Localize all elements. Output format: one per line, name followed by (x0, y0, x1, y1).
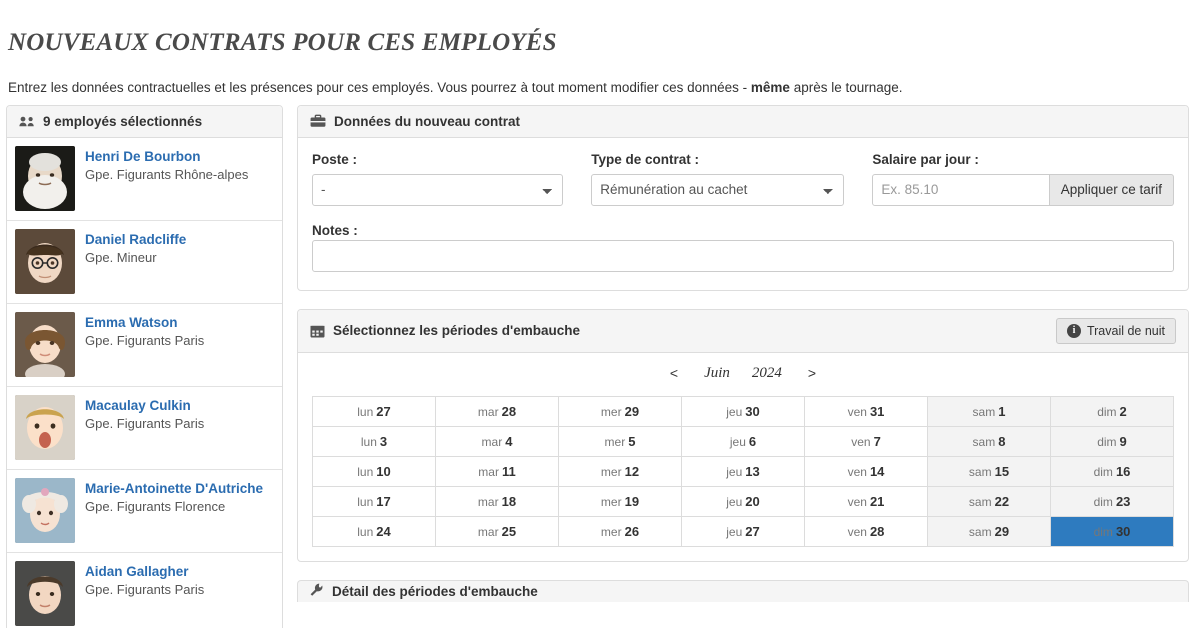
avatar (15, 312, 75, 377)
briefcase-icon (310, 114, 326, 128)
day-of-week: mer (600, 464, 622, 479)
employee-name[interactable]: Daniel Radcliffe (85, 231, 187, 247)
day-of-week: mer (604, 434, 626, 449)
calendar-day-cell-selected[interactable] (1051, 516, 1174, 546)
day-of-week: lun (357, 404, 374, 419)
page-root (0, 17, 1195, 628)
apply-rate-button[interactable]: Appliquer ce tarif (1050, 174, 1174, 206)
calendar-day-cell[interactable] (682, 426, 805, 456)
day-number: 22 (994, 493, 1010, 509)
avatar (15, 561, 75, 626)
calendar-day-cell[interactable] (928, 456, 1051, 486)
calendar-grid (312, 396, 1174, 547)
day-of-week: dim (1097, 434, 1117, 449)
calendar-icon (310, 324, 325, 338)
avatar (15, 229, 75, 294)
day-of-week: lun (357, 494, 374, 509)
salaire-field (872, 152, 1174, 206)
day-number: 23 (1115, 493, 1131, 509)
calendar-day-cell[interactable] (805, 396, 928, 426)
calendar-day-cell[interactable] (436, 396, 559, 426)
periods-details-header (297, 580, 1189, 602)
calendar-day-cell[interactable] (805, 486, 928, 516)
right-column (297, 105, 1189, 602)
employee-text (85, 146, 248, 184)
notes-label: Notes : (312, 222, 358, 238)
calendar-week (313, 516, 1174, 546)
day-of-week: ven (847, 464, 867, 479)
day-number: 13 (745, 463, 760, 479)
day-number: 7 (873, 433, 881, 449)
employee-group: Gpe. Figurants Rhône-alpes (85, 166, 249, 182)
calendar-day-cell[interactable] (436, 456, 559, 486)
day-of-week: dim (1093, 464, 1113, 479)
calendar-day-cell[interactable] (313, 456, 436, 486)
day-number: 27 (745, 523, 760, 539)
employee-text (85, 395, 204, 433)
calendar-body (313, 396, 1174, 546)
day-number: 20 (745, 493, 760, 509)
salaire-input[interactable] (872, 174, 1049, 206)
day-number: 14 (869, 463, 885, 479)
page-subtitle-part-b: après le tournage. (789, 79, 903, 95)
calendar-day-cell[interactable] (928, 396, 1051, 426)
day-number: 6 (748, 433, 757, 449)
day-number: 29 (994, 523, 1010, 539)
notes-field (312, 222, 1174, 272)
day-number: 30 (745, 403, 760, 419)
calendar-day-cell[interactable] (928, 516, 1051, 546)
day-of-week: lun (357, 464, 374, 479)
day-number: 4 (505, 433, 513, 449)
calendar-day-cell[interactable] (805, 456, 928, 486)
employee-list (7, 138, 282, 628)
day-of-week: sam (968, 464, 992, 479)
selected-employees-panel (6, 105, 283, 628)
calendar-day-cell[interactable] (1051, 426, 1174, 456)
calendar-day-cell[interactable] (559, 516, 682, 546)
day-number: 31 (869, 403, 885, 419)
list-item[interactable] (7, 387, 282, 470)
employee-group: Gpe. Figurants Paris (85, 332, 205, 348)
calendar-day-cell[interactable] (1051, 456, 1174, 486)
calendar-week (313, 486, 1174, 516)
contract-data-card (297, 105, 1189, 291)
day-number: 19 (624, 493, 640, 509)
calendar-day-cell[interactable] (928, 486, 1051, 516)
day-of-week: mar (478, 464, 499, 479)
wrench-icon (310, 583, 324, 600)
employee-group: Gpe. Figurants Paris (85, 415, 205, 431)
day-of-week: mar (481, 434, 503, 449)
day-of-week: mar (477, 404, 499, 419)
calendar-day-cell[interactable] (313, 486, 436, 516)
calendar-day-cell[interactable] (559, 426, 682, 456)
calendar-day-cell[interactable] (805, 516, 928, 546)
type-contrat-select[interactable] (591, 174, 844, 206)
poste-select[interactable] (312, 174, 563, 206)
employee-name[interactable]: Emma Watson (85, 314, 178, 330)
day-number: 21 (869, 493, 885, 509)
day-number: 12 (624, 463, 640, 479)
page-subtitle (0, 76, 1195, 105)
notes-input[interactable] (312, 240, 1174, 272)
avatar (15, 478, 75, 543)
calendar-year: 2024 (751, 364, 782, 381)
salaire-input-group (872, 174, 1174, 206)
day-of-week: mar (477, 494, 499, 509)
day-number: 16 (1115, 463, 1131, 479)
calendar-day-cell[interactable] (805, 426, 928, 456)
day-number: 28 (501, 403, 517, 419)
list-item[interactable] (7, 304, 282, 387)
day-of-week: ven (847, 524, 867, 539)
calendar-week (313, 396, 1174, 426)
calendar-nav (298, 353, 1188, 396)
employee-name[interactable]: Aidan Gallagher (85, 563, 189, 579)
employee-name[interactable]: Macaulay Culkin (85, 397, 191, 413)
employee-name[interactable]: Henri De Bourbon (85, 148, 201, 164)
day-number: 25 (501, 523, 517, 539)
page-subtitle-strong: même (750, 79, 790, 95)
list-item[interactable] (7, 138, 282, 221)
day-number: 2 (1119, 403, 1127, 419)
day-of-week: jeu (729, 434, 746, 449)
contract-data-header (298, 106, 1188, 138)
day-of-week: jeu (726, 494, 743, 509)
calendar-week (313, 426, 1174, 456)
calendar-day-cell[interactable] (1051, 486, 1174, 516)
day-number: 10 (376, 463, 391, 479)
calendar-day-cell[interactable] (559, 486, 682, 516)
calendar-day-cell[interactable] (436, 426, 559, 456)
employee-text (85, 561, 204, 599)
avatar (15, 395, 75, 460)
calendar-day-cell[interactable] (436, 486, 559, 516)
night-work-button[interactable] (1056, 318, 1176, 344)
day-number: 15 (994, 463, 1010, 479)
next-month-button[interactable]: > (807, 365, 817, 381)
calendar-day-cell[interactable] (682, 486, 805, 516)
info-icon: i (1067, 324, 1081, 338)
day-number: 26 (624, 523, 640, 539)
night-work-label: Travail de nuit (1086, 323, 1165, 338)
page-title: NOUVEAUX CONTRATS POUR CES EMPLOYÉS (8, 28, 557, 56)
day-number: 18 (501, 493, 517, 509)
day-of-week: dim (1097, 404, 1117, 419)
poste-field (312, 152, 563, 206)
day-number: 17 (376, 493, 391, 509)
day-of-week: jeu (726, 524, 743, 539)
employee-name[interactable]: Marie-Antoinette D'Autriche (85, 480, 263, 496)
employee-group: Gpe. Figurants Florence (85, 498, 226, 514)
day-number: 9 (1119, 433, 1127, 449)
contract-data-body (298, 138, 1188, 290)
day-of-week: mer (600, 404, 622, 419)
page-subtitle-part-a: Entrez les données contractuelles et les présences pour ces employés. Vous pourrez à tout moment modifier ces données - (8, 79, 751, 95)
calendar-day-cell[interactable] (682, 456, 805, 486)
employee-text (85, 478, 263, 516)
employee-group: Gpe. Figurants Paris (85, 581, 205, 597)
day-of-week: ven (847, 404, 867, 419)
prev-month-button[interactable]: < (669, 365, 679, 381)
day-of-week: sam (968, 524, 992, 539)
list-item[interactable] (7, 470, 282, 553)
calendar-day-cell[interactable] (928, 426, 1051, 456)
day-number: 1 (998, 403, 1006, 419)
day-of-week: sam (972, 434, 996, 449)
day-number: 8 (998, 433, 1006, 449)
day-number: 3 (379, 433, 388, 449)
hiring-periods-title: Sélectionnez les périodes d'embauche (333, 323, 581, 338)
employee-group: Gpe. Mineur (85, 249, 157, 265)
day-number: 29 (624, 403, 640, 419)
day-number: 28 (869, 523, 885, 539)
day-of-week: sam (968, 494, 992, 509)
poste-label: Poste : (312, 151, 358, 167)
day-of-week: lun (357, 524, 374, 539)
main-layout (0, 105, 1195, 628)
calendar-day-cell[interactable] (559, 396, 682, 426)
list-item[interactable] (7, 553, 282, 628)
calendar-week (313, 456, 1174, 486)
salaire-label: Salaire par jour : (872, 151, 979, 167)
day-number: 27 (376, 403, 391, 419)
header-actions (1056, 318, 1176, 344)
selected-employees-header (7, 106, 282, 138)
calendar-day-cell[interactable] (313, 426, 436, 456)
day-of-week: jeu (726, 464, 743, 479)
calendar-day-cell[interactable] (313, 516, 436, 546)
calendar-day-cell[interactable] (436, 516, 559, 546)
calendar-day-cell[interactable] (559, 456, 682, 486)
day-number: 11 (501, 463, 516, 479)
day-of-week: lun (360, 434, 377, 449)
day-of-week: ven (847, 494, 867, 509)
day-of-week: dim (1093, 494, 1113, 509)
hiring-periods-header (298, 310, 1188, 353)
day-of-week: jeu (726, 404, 743, 419)
day-of-week: sam (972, 404, 996, 419)
employee-text (85, 312, 204, 350)
type-contrat-label: Type de contrat : (591, 151, 700, 167)
day-number: 30 (1115, 523, 1131, 539)
day-of-week: mar (477, 524, 499, 539)
day-number: 24 (376, 523, 391, 539)
calendar-month: Juin (704, 364, 730, 381)
contract-form-row (312, 152, 1174, 206)
periods-details-title: Détail des périodes d'embauche (332, 583, 538, 599)
day-of-week: dim (1093, 524, 1113, 539)
calendar-day-cell[interactable] (313, 396, 436, 426)
selected-employees-count: 9 employés sélectionnés (43, 113, 203, 129)
calendar-day-cell[interactable] (682, 516, 805, 546)
day-of-week: ven (851, 434, 871, 449)
calendar-day-cell[interactable] (1051, 396, 1174, 426)
day-of-week: mer (600, 494, 622, 509)
employee-text (85, 229, 186, 267)
day-of-week: mer (600, 524, 622, 539)
hiring-periods-card (297, 309, 1189, 562)
type-contrat-field (591, 152, 844, 206)
contract-data-title: Données du nouveau contrat (334, 113, 521, 129)
day-number: 5 (628, 433, 636, 449)
avatar (15, 146, 75, 211)
list-item[interactable] (7, 221, 282, 304)
calendar-day-cell[interactable] (682, 396, 805, 426)
users-icon (19, 115, 35, 128)
